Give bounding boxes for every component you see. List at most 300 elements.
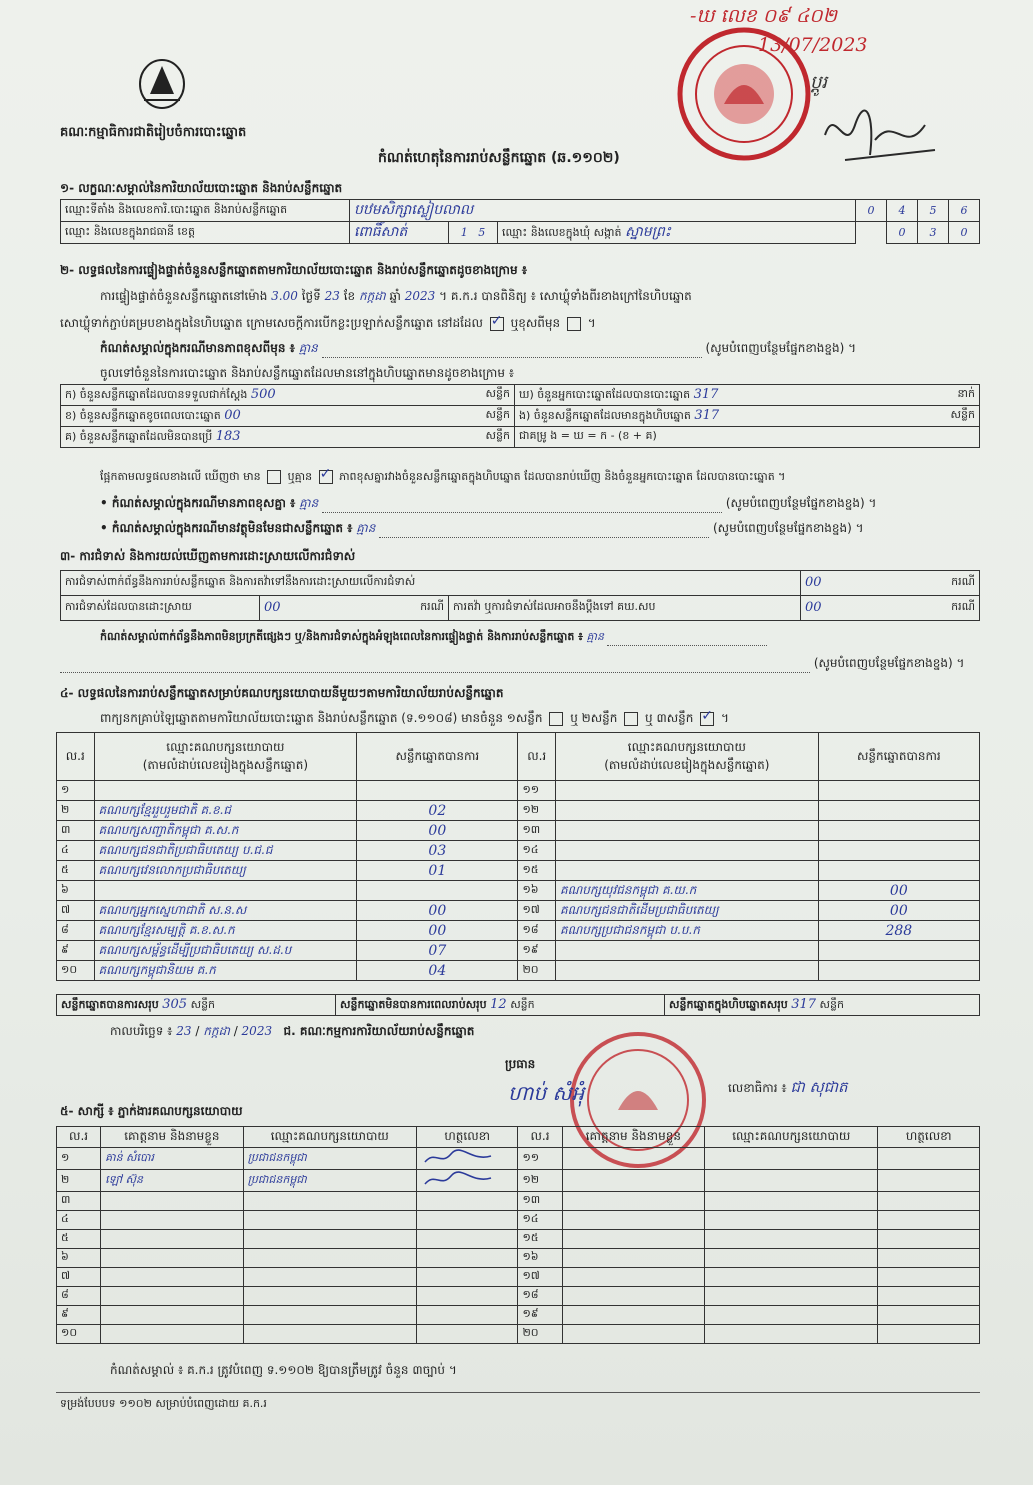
sec1-table <box>60 199 980 244</box>
signature-icon <box>421 1148 501 1166</box>
result-no-left: ៨ <box>57 921 95 941</box>
results-row <box>57 861 980 881</box>
signature-top-icon <box>815 95 945 170</box>
results-col-party-left-sub: (តាមលំដាប់លេខរៀងក្នុងសន្លឹកឆ្នោត) <box>142 757 308 772</box>
witness-party-right <box>705 1148 878 1170</box>
sec2-p1-e: ។ គ.ក.រ បានពិនិត្យ ៖ សោឃ្លុំទាំងពីរខាងក្រៅនៃហិបឆ្នោត <box>439 289 692 303</box>
witness-sig-right <box>878 1268 980 1287</box>
witness-sig-right <box>878 1170 980 1192</box>
sec2-note-a-label: កំណត់សម្គាល់ក្នុងករណីមានភាពខុសពីមុន ៖ <box>100 341 295 355</box>
sec1-row2-blank <box>856 222 887 244</box>
witness-name-left <box>101 1287 244 1306</box>
witness-sig-left <box>416 1268 518 1287</box>
witness-no-right: ១១ <box>518 1148 562 1170</box>
sec2-bullet2-dots <box>379 525 709 538</box>
sec4-intro-b: ឬ ២សន្លឹក <box>570 711 618 725</box>
witness-no-left: ១ <box>57 1148 101 1170</box>
sec3-note <box>100 630 767 646</box>
sec2-bullet2-label: • កំណត់សម្គាល់ក្នុងករណីមានវត្ថុមិនមែនជាសន្លឹកឆ្នោត ៖ <box>100 521 353 535</box>
total-invalid-unit: សន្លឹក <box>510 997 535 1011</box>
witness-row <box>57 1148 980 1170</box>
witness-no-right: ១៣ <box>518 1192 562 1211</box>
sec2-p1-b: ថ្ងៃទី <box>301 289 321 303</box>
two-sheet-checkbox[interactable] <box>624 712 638 726</box>
witness-name-left <box>101 1249 244 1268</box>
result-votes-right <box>818 861 979 881</box>
witness-no-right: ១៥ <box>518 1230 562 1249</box>
sec2-p2-a: សោឃ្លុំទាក់ភ្ជាប់គម្របខាងក្នុងនៃហិបឆ្នោត ក្រោមសេចក្ដីការបើកខ្លះប្រឡាក់សន្លឹកឆ្នោត នៅដដែល <box>60 316 483 330</box>
witness-sig-right <box>878 1230 980 1249</box>
emblem-icon <box>136 54 188 112</box>
sec2-p1-d: ឆ្នាំ <box>389 289 401 303</box>
witness-name-right <box>562 1192 705 1211</box>
sec3-fill-hint: (សូមបំពេញបន្ថែមផ្នែកខាងខ្នង) ។ <box>813 656 965 670</box>
footer-divider <box>56 1392 980 1393</box>
result-votes-left: 07 <box>357 941 518 961</box>
result-votes-left: 04 <box>357 961 518 981</box>
result-party-right <box>555 801 818 821</box>
witness-sig-right <box>878 1325 980 1344</box>
committee-label: ជ. គណៈកម្មការការិយាល័យរាប់សន្លឹកឆ្នោត <box>283 1024 475 1038</box>
witness-name-left <box>101 1268 244 1287</box>
sec2-day: 23 <box>324 289 340 303</box>
sec2-bullet1 <box>100 495 876 513</box>
witness-sig-left <box>416 1170 518 1192</box>
count-ng <box>515 406 980 427</box>
count-ng-label: ង) ចំនួនសន្លឹកឆ្នោតដែលមានក្នុងហិបឆ្នោត <box>519 408 691 422</box>
sec2-p4-b: ឬគ្មាន <box>287 470 313 483</box>
result-no-left: ៥ <box>57 861 95 881</box>
witness-row <box>57 1230 980 1249</box>
witness-col-no-left: ល.រ <box>57 1127 101 1148</box>
sec3-r1-value: 00 <box>805 575 822 590</box>
witness-row <box>57 1325 980 1344</box>
result-votes-left: 03 <box>357 841 518 861</box>
total-box-unit: សន្លឹក <box>819 997 844 1011</box>
sec3-table <box>60 570 980 621</box>
sec3-dots-line <box>60 655 964 673</box>
result-no-left: ១ <box>57 781 95 801</box>
sec2-para1 <box>100 288 692 306</box>
sec2-bullet1-dots <box>322 500 722 513</box>
count-ng-unit: សន្លឹក <box>950 407 975 421</box>
results-col-no-left: ល.រ <box>57 733 95 781</box>
sec1-row1-label: ឈ្មោះទីតាំង និងលេខការិ.បោះឆ្នោត និងរាប់សន្លឹកឆ្នោត <box>61 200 350 222</box>
witness-party-left <box>243 1287 416 1306</box>
result-no-right: ១៩ <box>518 941 556 961</box>
witness-sig-left <box>416 1192 518 1211</box>
witness-no-left: ២ <box>57 1170 101 1192</box>
result-no-left: ៦ <box>57 881 95 901</box>
count-k-label: ក) ចំនួនសន្លឹកឆ្នោតដែលបានទទួលជាក់ស្ដែង <box>65 387 248 401</box>
witness-sig-left <box>416 1148 518 1170</box>
witness-party-right <box>705 1268 878 1287</box>
sec1-row2-code-1: 5 <box>478 226 486 239</box>
sec2-p4-a: ផ្អែកតាមលទ្ធផលខាងលើ ឃើញថា មាន <box>100 470 261 483</box>
sec4-heading: ៤- លទ្ធផលនៃការរាប់សន្លឹកឆ្នោតសម្រាប់គណបក្សនយោបាយនីមួយៗតាមការិយាល័យរាប់សន្លឹកឆ្នោត <box>60 686 504 700</box>
sec3-note-value: គ្មាន <box>586 630 604 643</box>
form-footer: ទម្រង់បែបបទ ១១០២ សម្រាប់បំពេញដោយ គ.ក.រ <box>60 1397 267 1410</box>
sec4-intro-c: ឬ ៣សន្លឹក <box>645 711 694 725</box>
sec1-row1-code-0: 0 <box>856 200 887 222</box>
result-votes-left: 00 <box>357 921 518 941</box>
count-gh-label: ឃ) ចំនួនអ្នកបោះឆ្នោតដែលបានបោះឆ្នោត <box>519 387 691 401</box>
date-month: កក្កដា <box>203 1024 230 1038</box>
witness-name-right <box>562 1211 705 1230</box>
results-row <box>57 881 980 901</box>
result-party-left: គណបក្សអ្នកស្នេហាជាតិ ស.ន.ស <box>94 901 357 921</box>
result-party-left: គណបក្សខ្មែរសម្បត្តិ គ.ខ.ស.ក <box>94 921 357 941</box>
result-votes-right <box>818 961 979 981</box>
witness-name-right <box>562 1230 705 1249</box>
date-label: កាលបរិច្ឆេទ ៖ <box>110 1024 173 1038</box>
witness-row <box>57 1287 980 1306</box>
count-k <box>61 385 515 406</box>
total-box-label: សន្លឹកឆ្នោតក្នុងហិបឆ្នោតសរុប <box>669 997 788 1011</box>
results-col-party-right-sub: (តាមលំដាប់លេខរៀងក្នុងសន្លឹកឆ្នោត) <box>604 757 770 772</box>
count-ko-value: 183 <box>215 428 241 444</box>
sec1-row1-code-1: 4 <box>887 200 918 222</box>
result-no-right: ១១ <box>518 781 556 801</box>
sec2-p2-b: ឬខុសពីមុន <box>510 316 561 330</box>
sec3-note-dots <box>607 633 767 646</box>
sec2-time: 3.00 <box>271 289 298 303</box>
chair-signature: ហាប់ សំអុំ <box>508 1081 585 1105</box>
result-no-left: ៩ <box>57 941 95 961</box>
footnote: កំណត់សម្គាល់ ៖ គ.ក.រ ត្រូវបំពេញ ទ.១១០២ ឱ្យបានត្រឹមត្រូវ ចំនួន ៣ច្បាប់ ។ <box>110 1363 457 1377</box>
result-votes-left <box>357 781 518 801</box>
sec5-heading: ៥- សាក្សី ៖ ភ្នាក់ងារគណបក្សនយោបាយ <box>60 1104 243 1118</box>
witness-sig-left <box>416 1230 518 1249</box>
sec2-fill-hint-2: (សូមបំពេញបន្ថែមផ្នែកខាងខ្នង) ។ <box>725 496 877 510</box>
results-row <box>57 961 980 981</box>
total-invalid-label: សន្លឹកឆ្នោតមិនបានការពេលរាប់សរុប <box>340 997 487 1011</box>
result-party-left: គណបក្សសញ្ជាតិកម្ពុជា គ.ស.ក <box>94 821 357 841</box>
sec1-heading: ១- លក្ខណៈសម្គាល់នៃការិយាល័យបោះឆ្នោត និងរាប់សន្លឹកឆ្នោត <box>60 181 343 195</box>
total-invalid <box>336 995 665 1016</box>
sec2-para3: ចូលទៅចំនួននៃការបោះឆ្នោត និងរាប់សន្លឹកឆ្នោតដែលមាននៅក្នុងហិបឆ្នោតមានដូចខាងក្រោម ៖ <box>100 366 515 380</box>
witness-no-left: ៧ <box>57 1268 101 1287</box>
witness-no-left: ៩ <box>57 1306 101 1325</box>
secretary-line <box>728 1078 848 1100</box>
witness-name-left <box>101 1306 244 1325</box>
witness-sig-left <box>416 1249 518 1268</box>
secretary-name: ជា សុជាត <box>790 1078 848 1096</box>
witness-party-right <box>705 1170 878 1192</box>
count-k-value: 500 <box>250 386 276 402</box>
witness-name-right <box>562 1148 705 1170</box>
total-valid-unit: សន្លឹក <box>190 997 216 1011</box>
count-gh-unit: នាក់ <box>957 386 975 400</box>
org-name: គណៈកម្មាធិការជាតិរៀបចំការបោះឆ្នោត <box>60 125 247 140</box>
chair-label: ប្រធាន <box>505 1057 536 1071</box>
result-no-left: ២ <box>57 801 95 821</box>
count-ko-label: គ) ចំនួនសន្លឹកឆ្នោតដែលមិនបានប្រើ <box>65 429 213 443</box>
witness-sig-right <box>878 1211 980 1230</box>
result-votes-right <box>818 841 979 861</box>
one-sheet-checkbox[interactable] <box>549 712 563 726</box>
results-col-party-right <box>555 733 818 781</box>
witness-party-left <box>243 1306 416 1325</box>
result-party-right: គណបក្សយុវជនកម្ពុជា គ.យ.ក <box>555 881 818 901</box>
three-sheet-checkbox[interactable] <box>700 712 714 726</box>
result-votes-left: 01 <box>357 861 518 881</box>
sec2-note-a <box>100 340 856 358</box>
result-votes-left: 00 <box>357 821 518 841</box>
sec3-r1-label: ការជំទាស់ពាក់ព័ន្ធនឹងការរាប់សន្លឹកឆ្នោត និងការតវ៉ាទៅនឹងការដោះស្រាយលើការជំទាស់ <box>61 571 801 596</box>
witness-no-right: ១២ <box>518 1170 562 1192</box>
witness-name-left <box>101 1230 244 1249</box>
witness-col-name-left: គោត្តនាម និងនាមខ្លួន <box>101 1127 244 1148</box>
result-votes-right: 00 <box>818 881 979 901</box>
results-col-party-left-title: ឈ្មោះគណបក្សនយោបាយ <box>166 739 285 754</box>
witness-sig-right <box>878 1148 980 1170</box>
results-row <box>57 901 980 921</box>
witness-col-sig-left: ហត្ថលេខា <box>416 1127 518 1148</box>
result-party-right: គណបក្សប្រជាជនកម្ពុជា ប.ប.ក <box>555 921 818 941</box>
signature-icon <box>421 1170 501 1188</box>
witness-party-left: ប្រជាជនកម្ពុជា <box>243 1170 416 1192</box>
witness-party-left <box>243 1268 416 1287</box>
sec1-row1-value: បឋមសិក្សាស្លៀបលាល <box>350 200 856 222</box>
witness-sig-left <box>416 1287 518 1306</box>
result-no-left: ៣ <box>57 821 95 841</box>
sec2-p1-a: ការផ្ទៀងផ្ទាត់ចំនួនសន្លឹកឆ្នោតនៅម៉ោង <box>100 289 268 303</box>
witness-name-left: ឡៅ ស៊ុន <box>101 1170 244 1192</box>
results-col-party-right-title: ឈ្មោះគណបក្សនយោបាយ <box>627 739 746 754</box>
top-annotation-mark: ប្ដូរ <box>810 72 828 93</box>
sec1-row2-cell <box>498 222 856 244</box>
result-party-left: គណបក្សសម្ព័ន្ធដើម្បីប្រជាធិបតេយ្យ ស.ដ.ប <box>94 941 357 961</box>
count-gh <box>515 385 980 406</box>
witness-name-right <box>562 1325 705 1344</box>
top-annotation-date: 13/07/2023 <box>758 34 868 56</box>
witness-party-left <box>243 1249 416 1268</box>
result-no-right: ១៧ <box>518 901 556 921</box>
result-no-right: ១២ <box>518 801 556 821</box>
witness-name-left <box>101 1325 244 1344</box>
result-votes-right <box>818 941 979 961</box>
witness-sig-left <box>416 1211 518 1230</box>
result-party-left <box>94 881 357 901</box>
witness-no-left: ៤ <box>57 1211 101 1230</box>
result-no-right: ១៥ <box>518 861 556 881</box>
witness-no-left: ១០ <box>57 1325 101 1344</box>
sec3-r2-cell <box>260 596 449 621</box>
total-box-value: 317 <box>791 996 817 1012</box>
sec3-r2-unit: ករណី <box>420 600 444 613</box>
sec3-r2-label: ការជំទាស់ដែលបានដោះស្រាយ <box>61 596 260 621</box>
result-party-right <box>555 821 818 841</box>
different-checkbox[interactable] <box>567 317 581 331</box>
witness-party-right <box>705 1211 878 1230</box>
witness-name-right <box>562 1287 705 1306</box>
sec1-row2-code2-2: 0 <box>949 222 980 244</box>
result-no-right: ១៦ <box>518 881 556 901</box>
witness-col-party-right: ឈ្មោះគណបក្សនយោបាយ <box>705 1127 878 1148</box>
result-votes-left: 02 <box>357 801 518 821</box>
witness-col-no-right: ល.រ <box>518 1127 562 1148</box>
sec2-bullet1-label: • កំណត់សម្គាល់ក្នុងករណីមានភាពខុសគ្នា ៖ <box>100 496 296 510</box>
witness-no-right: ១៨ <box>518 1287 562 1306</box>
witness-no-left: ៨ <box>57 1287 101 1306</box>
witness-no-right: ១៦ <box>518 1249 562 1268</box>
result-no-right: ២០ <box>518 961 556 981</box>
witness-no-left: ៦ <box>57 1249 101 1268</box>
total-valid <box>57 995 336 1016</box>
witness-col-name-right: គោត្តនាម និងនាមខ្លួន <box>562 1127 705 1148</box>
result-party-right: គណបក្សជនជាតិដើមប្រជាធិបតេយ្យ <box>555 901 818 921</box>
sec2-fill-hint-3: (សូមបំពេញបន្ថែមផ្នែកខាងខ្នង) ។ <box>712 521 864 535</box>
results-row <box>57 821 980 841</box>
sec1-row1-code-2: 5 <box>918 200 949 222</box>
result-party-left: គណបក្សជនជាតិប្រជាធិបតេយ្យ ប.ជ.ជ <box>94 841 357 861</box>
secretary-label: លេខាធិការ ៖ <box>728 1081 787 1095</box>
sec2-month: កក្កដា <box>358 289 386 303</box>
sec2-heading: ២- លទ្ធផលនៃការផ្ទៀងផ្ទាត់ចំនួនសន្លឹកឆ្នោតតាមការិយាល័យបោះឆ្នោត និងរាប់សន្លឹកឆ្នោតដូចខាងក្រោម ៖ <box>60 263 528 277</box>
witness-name-right <box>562 1170 705 1192</box>
count-kh <box>61 406 515 427</box>
total-invalid-value: 12 <box>490 996 507 1012</box>
witness-row <box>57 1306 980 1325</box>
sec3-r2-cell2 <box>801 596 980 621</box>
sec3-r2-value: 00 <box>264 600 281 615</box>
has-difference-checkbox[interactable] <box>267 470 281 484</box>
count-ko-unit: សន្លឹក <box>485 428 510 442</box>
witness-body <box>57 1148 980 1344</box>
result-party-left: គណបក្សកម្ពុជានិយម គ.ក <box>94 961 357 981</box>
result-party-right <box>555 861 818 881</box>
witness-party-right <box>705 1230 878 1249</box>
witness-name-right <box>562 1306 705 1325</box>
witness-party-left <box>243 1192 416 1211</box>
result-votes-left <box>357 881 518 901</box>
results-row <box>57 921 980 941</box>
witness-party-right <box>705 1249 878 1268</box>
witness-name-right <box>562 1268 705 1287</box>
sec2-para4 <box>100 470 785 486</box>
sec2-note-a-dots <box>322 345 702 358</box>
sec3-dots <box>60 660 810 673</box>
witness-table <box>56 1126 980 1344</box>
sec2-note-a-value: គ្មាន <box>298 341 318 355</box>
result-no-left: ៧ <box>57 901 95 921</box>
result-party-right <box>555 841 818 861</box>
total-valid-label: សន្លឹកឆ្នោតបានការសរុប <box>61 997 159 1011</box>
witness-sig-right <box>878 1287 980 1306</box>
results-row <box>57 781 980 801</box>
sec2-p1-c: ខែ <box>343 289 356 303</box>
witness-name-right <box>562 1249 705 1268</box>
sec1-row2-code2-1: 3 <box>918 222 949 244</box>
result-no-left: ១០ <box>57 961 95 981</box>
sec3-r2-value2: 00 <box>805 600 822 615</box>
count-kh-label: ខ) ចំនួនសន្លឹកឆ្នោតខូចពេលបោះឆ្នោត <box>65 408 221 422</box>
result-party-left <box>94 781 357 801</box>
result-votes-left: 00 <box>357 901 518 921</box>
result-votes-right: 00 <box>818 901 979 921</box>
witness-col-party-left: ឈ្មោះគណបក្សនយោបាយ <box>243 1127 416 1148</box>
count-formula: ជាគម្រូ ង = ឃ = ក - (ខ + គ) <box>515 427 980 448</box>
result-party-left: គណបក្សខ្មែររួបរួមជាតិ គ.ខ.ជ <box>94 801 357 821</box>
sec2-fill-hint-1: (សូមបំពេញបន្ថែមផ្នែកខាងខ្នង) ។ <box>705 341 857 355</box>
result-votes-right <box>818 781 979 801</box>
witness-row <box>57 1249 980 1268</box>
sec2-counts-table <box>60 384 980 448</box>
sec3-r1-cell <box>801 571 980 596</box>
witness-no-left: ៥ <box>57 1230 101 1249</box>
result-party-right <box>555 961 818 981</box>
witness-no-left: ៣ <box>57 1192 101 1211</box>
witness-sig-left <box>416 1306 518 1325</box>
witness-row <box>57 1170 980 1192</box>
result-votes-right: 288 <box>818 921 979 941</box>
results-col-no-right: ល.រ <box>518 733 556 781</box>
sec2-p4-c: ភាពខុសគ្នារវាងចំនួនសន្លឹកឆ្នោតក្នុងហិបឆ្នោត ដែលបានរាប់ឃើញ និងចំនួនអ្នកបោះឆ្នោត ដែលបានបោះឆ្នោត ។ <box>339 470 786 483</box>
results-row <box>57 801 980 821</box>
sec3-heading: ៣- ការជំទាស់ និងការយល់ឃើញតាមការដោះស្រាយលើការជំទាស់ <box>60 549 356 563</box>
result-votes-right <box>818 821 979 841</box>
sec2-bullet2-value: គ្មាន <box>356 521 376 535</box>
sec2-bullet2 <box>100 520 864 538</box>
sec3-r2-label2: ការតវ៉ា ឬការជំទាស់ដែលអាចនឹងប្ដឹងទៅ គឃ.សប <box>449 596 801 621</box>
sec2-para2: សោឃ្លុំទាក់ភ្ជាប់គម្របខាងក្នុងនៃហិបឆ្នោត ក្រោមសេចក្ដីការបើកខ្លះប្រឡាក់សន្លឹកឆ្នោត នៅដដែល ✓ ឬខុសពីមុន ។ <box>60 315 596 333</box>
sec1-row2-code <box>449 222 498 244</box>
date-year: 2023 <box>241 1024 273 1038</box>
sec3-r2-unit2: ករណី <box>951 600 975 613</box>
witness-party-left <box>243 1325 416 1344</box>
witness-row <box>57 1268 980 1287</box>
total-valid-value: 305 <box>162 996 188 1012</box>
witness-sig-left <box>416 1325 518 1344</box>
results-col-party-left <box>94 733 357 781</box>
result-no-right: ១៨ <box>518 921 556 941</box>
top-annotation-code: -ឃ លេខ ០៩ ៤០២ <box>690 5 837 27</box>
witness-row <box>57 1211 980 1230</box>
witness-sig-right <box>878 1192 980 1211</box>
sec1-row2-code2-0: 0 <box>887 222 918 244</box>
results-row <box>57 941 980 961</box>
results-body <box>57 781 980 981</box>
count-gh-value: 317 <box>693 386 719 402</box>
count-ko <box>61 427 515 448</box>
count-k-unit: សន្លឹក <box>485 386 510 400</box>
sec4-intro: ពាក្យនកគ្រាប់ឡៃឆ្នោតតាមការិយាល័យបោះឆ្នោត និងរាប់សន្លឹកឆ្នោត (ទ.១១០៨) មានចំនួន ១សន្លឹក ឬ ២សន្លឹក ឬ ៣សន្លឹក ✓ ។ <box>100 710 729 728</box>
totals-table <box>56 994 980 1016</box>
witness-party-left <box>243 1230 416 1249</box>
sec1-row2-label: ឈ្មោះ និងលេខក្នុងរាជធានី ខេត្ត <box>61 222 350 244</box>
same-checkbox[interactable] <box>490 317 504 331</box>
sec2-year: 2023 <box>404 289 436 303</box>
sec1-row2-label2: ឈ្មោះ និងលេខក្នុងឃុំ សង្កាត់ <box>502 226 622 239</box>
sec1-row2-value2: ស្នាមព្រះ <box>625 224 671 240</box>
result-party-right <box>555 941 818 961</box>
witness-name-left: គាន់ សំបោរ <box>101 1148 244 1170</box>
count-kh-unit: សន្លឹក <box>485 407 510 421</box>
form-title: កំណត់ហេតុនៃការរាប់សន្លឹកឆ្នោត (ឆ.១១០២) <box>378 150 620 166</box>
results-col-votes-right: សន្លឹកឆ្នោតបានការ <box>818 733 979 781</box>
witness-party-right <box>705 1192 878 1211</box>
witness-party-right <box>705 1306 878 1325</box>
date-day: 23 <box>176 1024 192 1038</box>
result-no-left: ៤ <box>57 841 95 861</box>
sec3-note-label: កំណត់សម្គាល់ពាក់ព័ន្ធនឹងភាពមិនប្រក្រតីផ្សេងៗ ឬ/និងការជំទាស់ក្នុងអំឡុងពេលនៃការផ្ទៀងផ្ទាត់ និងការរាប់សន្លឹកឆ្នោត ៖ <box>100 630 584 643</box>
witness-sig-right <box>878 1249 980 1268</box>
results-row <box>57 841 980 861</box>
result-votes-right <box>818 801 979 821</box>
no-difference-checkbox[interactable] <box>319 470 333 484</box>
witness-no-right: ១៧ <box>518 1268 562 1287</box>
